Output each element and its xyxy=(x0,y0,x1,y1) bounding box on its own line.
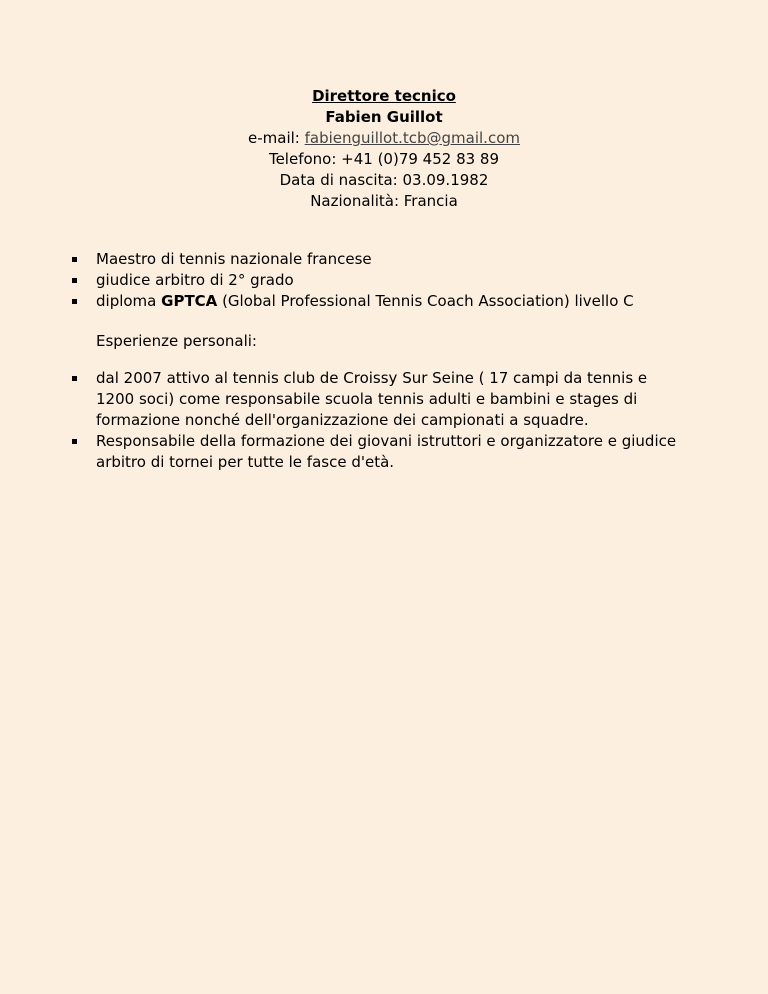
qualification-suffix: (Global Professional Tennis Coach Association) livello C xyxy=(217,292,634,310)
square-bullet-icon xyxy=(72,439,77,444)
list-item xyxy=(0,368,768,431)
square-bullet-icon xyxy=(72,376,77,381)
email-link[interactable]: fabienguillot.tcb@gmail.com xyxy=(304,129,520,147)
qualification-text: giudice arbitro di 2° grado xyxy=(96,271,294,289)
experience-heading: Esperienze personali: xyxy=(96,332,257,350)
experience-text: dal 2007 attivo al tennis club de Croissy Sur Seine ( 17 campi da tennis e 1200 soci) come responsabile scuola tennis adulti e bambini e stages di formazione nonché dell'organizzazione dei campionati a squadre. xyxy=(96,369,648,429)
qualification-prefix: diploma xyxy=(96,292,162,310)
person-name: Fabien Guillot xyxy=(325,108,443,126)
qualifications-list xyxy=(0,249,768,312)
square-bullet-icon xyxy=(72,278,77,283)
experience-list xyxy=(0,368,768,473)
nationality-line: Nazionalità: Francia xyxy=(310,192,458,210)
phone-line: Telefono: +41 (0)79 452 83 89 xyxy=(268,150,500,168)
list-item xyxy=(0,270,768,291)
email-label: e-mail: xyxy=(248,129,305,147)
list-item xyxy=(0,249,768,270)
list-item xyxy=(0,291,768,312)
profile-header xyxy=(0,86,768,212)
square-bullet-icon xyxy=(72,257,77,262)
qualification-text: Maestro di tennis nazionale francese xyxy=(96,250,372,268)
list-item xyxy=(0,431,768,473)
experience-text: Responsabile della formazione dei giovani istruttori e organizzatore e giudice arbitro di tornei per tutte le fasce d'età. xyxy=(96,432,677,471)
qualification-acronym: GPTCA xyxy=(161,292,218,310)
email-line xyxy=(0,128,768,149)
birthdate-line: Data di nascita: 03.09.1982 xyxy=(279,171,489,189)
square-bullet-icon xyxy=(72,299,77,304)
page-title: Direttore tecnico xyxy=(312,87,456,105)
